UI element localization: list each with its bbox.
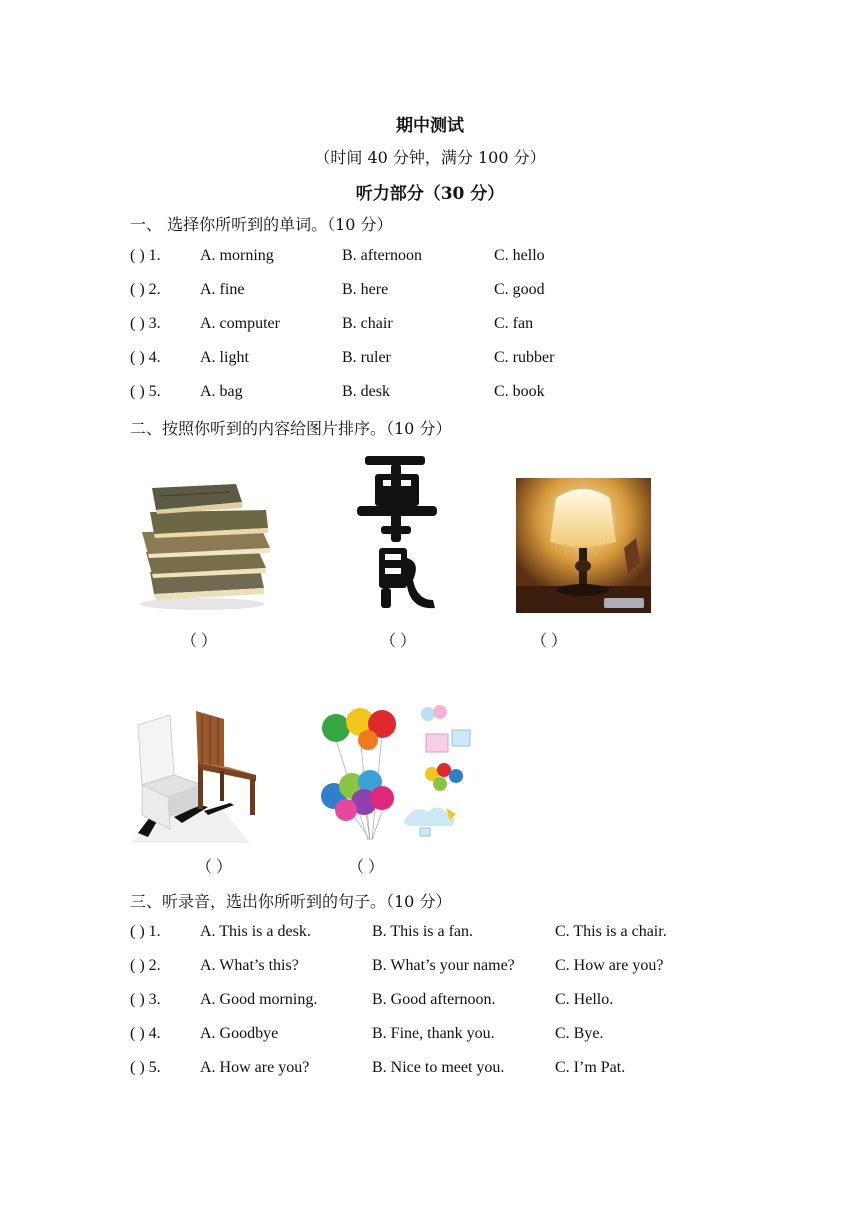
option-a: A. computer bbox=[200, 315, 280, 332]
page-title: 期中测试 bbox=[396, 116, 464, 136]
lamp-picture bbox=[516, 478, 651, 613]
option-c: C. I’m Pat. bbox=[555, 1059, 626, 1076]
balloons-picture bbox=[316, 700, 476, 848]
option-b: B. desk bbox=[342, 383, 390, 400]
question-number: ( ) 3. bbox=[130, 991, 161, 1008]
section3-heading: 三、听录音，选出你所听到的句子。（10 分） bbox=[130, 892, 452, 911]
option-a: A. bag bbox=[200, 383, 243, 400]
question-number: ( ) 2. bbox=[130, 957, 161, 974]
option-b: B. What’s your name? bbox=[372, 957, 515, 974]
option-b: B. This is a fan. bbox=[372, 923, 474, 940]
option-c: C. rubber bbox=[494, 349, 555, 366]
option-c: C. hello bbox=[494, 247, 545, 264]
option-b: B. chair bbox=[342, 315, 393, 332]
option-b: B. Nice to meet you. bbox=[372, 1059, 505, 1076]
answer-blank[interactable]: （ ） bbox=[181, 633, 218, 650]
option-a: A. What’s this? bbox=[200, 957, 299, 974]
answer-blank[interactable]: （ ） bbox=[380, 633, 417, 650]
option-c: C. Bye. bbox=[555, 1025, 604, 1042]
answer-blank[interactable]: （ ） bbox=[348, 859, 385, 876]
books-picture bbox=[130, 476, 272, 612]
option-a: A. How are you? bbox=[200, 1059, 310, 1076]
question-number: ( ) 4. bbox=[130, 349, 161, 366]
option-b: B. ruler bbox=[342, 349, 391, 366]
answer-blank[interactable]: （ ） bbox=[531, 633, 568, 650]
question-number: ( ) 1. bbox=[130, 247, 161, 264]
question-number: ( ) 5. bbox=[130, 383, 161, 400]
option-b: B. here bbox=[342, 281, 389, 298]
option-b: B. Good afternoon. bbox=[372, 991, 496, 1008]
section2-heading: 二、按照你听到的内容给图片排序。（10 分） bbox=[130, 419, 452, 438]
section1-heading: 一、 选择你所听到的单词。（10 分） bbox=[130, 215, 393, 234]
option-a: A. Good morning. bbox=[200, 991, 318, 1008]
calligraphy-picture bbox=[355, 450, 439, 614]
option-c: C. book bbox=[494, 383, 545, 400]
option-c: C. good bbox=[494, 281, 545, 298]
option-c: C. This is a chair. bbox=[555, 923, 667, 940]
question-number: ( ) 4. bbox=[130, 1025, 161, 1042]
question-number: ( ) 2. bbox=[130, 281, 161, 298]
question-number: ( ) 1. bbox=[130, 923, 161, 940]
question-number: ( ) 5. bbox=[130, 1059, 161, 1076]
page-subtitle: （时间 40 分钟，满分 100 分） bbox=[314, 148, 546, 167]
question-number: ( ) 3. bbox=[130, 315, 161, 332]
option-a: A. morning bbox=[200, 247, 274, 264]
option-c: C. How are you? bbox=[555, 957, 664, 974]
chairs-picture bbox=[130, 705, 268, 843]
option-a: A. light bbox=[200, 349, 249, 366]
answer-blank[interactable]: （ ） bbox=[196, 859, 233, 876]
option-c: C. Hello. bbox=[555, 991, 614, 1008]
option-c: C. fan bbox=[494, 315, 534, 332]
option-a: A. Goodbye bbox=[200, 1025, 279, 1042]
option-b: B. afternoon bbox=[342, 247, 422, 264]
option-a: A. fine bbox=[200, 281, 245, 298]
option-a: A. This is a desk. bbox=[200, 923, 311, 940]
listening-header: 听力部分（30 分） bbox=[355, 184, 505, 204]
option-b: B. Fine, thank you. bbox=[372, 1025, 495, 1042]
